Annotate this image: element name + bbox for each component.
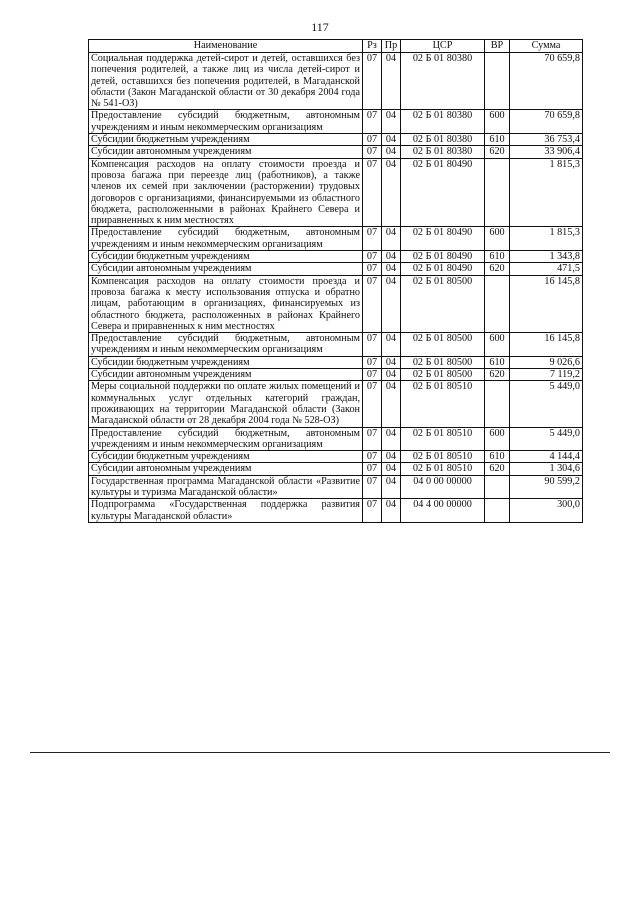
cell-pr: 04 [382,263,401,275]
footer-rule [30,752,610,753]
cell-rz: 07 [363,369,382,381]
cell-pr: 04 [382,251,401,263]
cell-sum: 9 026,6 [510,356,583,368]
cell-vr [485,499,510,523]
cell-sum: 1 304,6 [510,463,583,475]
cell-name: Компенсация расходов на оплату стоимости проезда и провоза багажа к месту использования отпуска и обратно лицам, работающим в организациях, финансируемых из областного бюджета, расположенных в районах Крайнего Севера и приравненных к ним местностях [89,275,363,332]
cell-pr: 04 [382,427,401,451]
cell-vr: 620 [485,263,510,275]
cell-csr: 02 Б 01 80380 [401,53,485,110]
cell-pr: 04 [382,369,401,381]
cell-name: Подпрограмма «Государственная поддержка развития культуры Магаданской области» [89,499,363,523]
table-row [89,227,583,251]
cell-sum: 5 449,0 [510,427,583,451]
cell-vr: 600 [485,110,510,134]
cell-name: Компенсация расходов на оплату стоимости проезда и провоза багажа при переезде лиц (работников), а также членов их семей при заключении (расторжении) трудовых договоров с организациями, финансируемыми из областного бюджета, расположенными в районах Крайнего Севера и приравненных к ним местностях [89,158,363,227]
cell-csr: 04 4 00 00000 [401,499,485,523]
cell-rz: 07 [363,146,382,158]
cell-vr: 620 [485,369,510,381]
cell-rz: 07 [363,275,382,332]
cell-vr: 600 [485,333,510,357]
cell-rz: 07 [363,427,382,451]
cell-csr: 02 Б 01 80510 [401,451,485,463]
table-row [89,427,583,451]
cell-csr: 02 Б 01 80500 [401,275,485,332]
header-sum: Сумма [510,40,583,53]
cell-sum: 33 906,4 [510,146,583,158]
cell-vr: 600 [485,227,510,251]
cell-pr: 04 [382,463,401,475]
cell-pr: 04 [382,381,401,427]
cell-sum: 4 144,4 [510,451,583,463]
cell-pr: 04 [382,275,401,332]
cell-rz: 07 [363,499,382,523]
cell-csr: 02 Б 01 80490 [401,263,485,275]
cell-csr: 02 Б 01 80510 [401,381,485,427]
cell-name: Меры социальной поддержки по оплате жилых помещений и коммунальных услуг отдельных категорий граждан, проживающих на территории Магаданской области (Закон Магаданской области от 28 декабря 2004 года № 528-ОЗ) [89,381,363,427]
cell-sum: 5 449,0 [510,381,583,427]
cell-sum: 70 659,8 [510,53,583,110]
cell-rz: 07 [363,263,382,275]
cell-sum: 7 119,2 [510,369,583,381]
cell-vr [485,53,510,110]
cell-pr: 04 [382,499,401,523]
cell-rz: 07 [363,333,382,357]
cell-name: Предоставление субсидий бюджетным, автономным учреждениям и иным некоммерческим организациям [89,227,363,251]
cell-vr: 610 [485,451,510,463]
cell-vr [485,275,510,332]
table-row [89,275,583,332]
cell-pr: 04 [382,110,401,134]
table-row [89,251,583,263]
cell-sum: 1 815,3 [510,227,583,251]
header-rz: Рз [363,40,382,53]
cell-vr [485,158,510,227]
table-row [89,356,583,368]
cell-rz: 07 [363,251,382,263]
header-name: Наименование [89,40,363,53]
cell-vr [485,475,510,499]
cell-sum: 36 753,4 [510,134,583,146]
cell-csr: 02 Б 01 80490 [401,251,485,263]
table-row [89,463,583,475]
cell-vr: 610 [485,134,510,146]
table-row [89,333,583,357]
cell-sum: 300,0 [510,499,583,523]
cell-sum: 90 599,2 [510,475,583,499]
cell-csr: 04 0 00 00000 [401,475,485,499]
cell-pr: 04 [382,356,401,368]
cell-rz: 07 [363,463,382,475]
table-row [89,499,583,523]
cell-rz: 07 [363,451,382,463]
cell-rz: 07 [363,134,382,146]
cell-pr: 04 [382,333,401,357]
cell-pr: 04 [382,53,401,110]
cell-pr: 04 [382,146,401,158]
table-row [89,451,583,463]
cell-sum: 1 343,8 [510,251,583,263]
budget-table [88,39,583,523]
cell-sum: 1 815,3 [510,158,583,227]
table-header-row [89,40,583,53]
cell-csr: 02 Б 01 80500 [401,369,485,381]
cell-vr: 620 [485,146,510,158]
cell-csr: 02 Б 01 80380 [401,110,485,134]
cell-name: Субсидии бюджетным учреждениям [89,251,363,263]
cell-name: Субсидии бюджетным учреждениям [89,356,363,368]
cell-name: Государственная программа Магаданской области «Развитие культуры и туризма Магаданской области» [89,475,363,499]
cell-vr: 600 [485,427,510,451]
table-row [89,263,583,275]
cell-csr: 02 Б 01 80490 [401,227,485,251]
cell-rz: 07 [363,227,382,251]
table-row [89,146,583,158]
cell-rz: 07 [363,53,382,110]
cell-csr: 02 Б 01 80490 [401,158,485,227]
table-row [89,475,583,499]
cell-vr: 620 [485,463,510,475]
cell-csr: 02 Б 01 80510 [401,427,485,451]
header-pr: Пр [382,40,401,53]
page-number: 117 [311,20,329,34]
header-csr: ЦСР [401,40,485,53]
table-row [89,53,583,110]
table-row [89,381,583,427]
cell-name: Субсидии автономным учреждениям [89,463,363,475]
cell-pr: 04 [382,475,401,499]
cell-csr: 02 Б 01 80500 [401,356,485,368]
cell-vr: 610 [485,251,510,263]
cell-name: Субсидии автономным учреждениям [89,263,363,275]
cell-rz: 07 [363,475,382,499]
table-row [89,369,583,381]
cell-csr: 02 Б 01 80380 [401,134,485,146]
cell-sum: 16 145,8 [510,275,583,332]
cell-csr: 02 Б 01 80500 [401,333,485,357]
cell-pr: 04 [382,134,401,146]
cell-pr: 04 [382,227,401,251]
cell-name: Предоставление субсидий бюджетным, автономным учреждениям и иным некоммерческим организациям [89,427,363,451]
cell-pr: 04 [382,451,401,463]
cell-sum: 16 145,8 [510,333,583,357]
cell-rz: 07 [363,110,382,134]
cell-vr: 610 [485,356,510,368]
cell-csr: 02 Б 01 80510 [401,463,485,475]
table-row [89,110,583,134]
cell-pr: 04 [382,158,401,227]
cell-name: Предоставление субсидий бюджетным, автономным учреждениям и иным некоммерческим организациям [89,110,363,134]
cell-name: Субсидии автономным учреждениям [89,369,363,381]
cell-rz: 07 [363,381,382,427]
cell-name: Социальная поддержка детей-сирот и детей, оставшихся без попечения родителей, а также лиц из числа детей-сирот и детей, оставшихся без попечения родителей, в Магаданской области (Закон Магаданской области от 30 декабря 2004 года № 541-ОЗ) [89,53,363,110]
table-row [89,158,583,227]
table-row [89,134,583,146]
header-vr: ВР [485,40,510,53]
cell-rz: 07 [363,356,382,368]
cell-rz: 07 [363,158,382,227]
cell-name: Предоставление субсидий бюджетным, автономным учреждениям и иным некоммерческим организациям [89,333,363,357]
cell-csr: 02 Б 01 80380 [401,146,485,158]
cell-sum: 471,5 [510,263,583,275]
cell-vr [485,381,510,427]
cell-name: Субсидии бюджетным учреждениям [89,134,363,146]
cell-name: Субсидии автономным учреждениям [89,146,363,158]
cell-name: Субсидии бюджетным учреждениям [89,451,363,463]
cell-sum: 70 659,8 [510,110,583,134]
